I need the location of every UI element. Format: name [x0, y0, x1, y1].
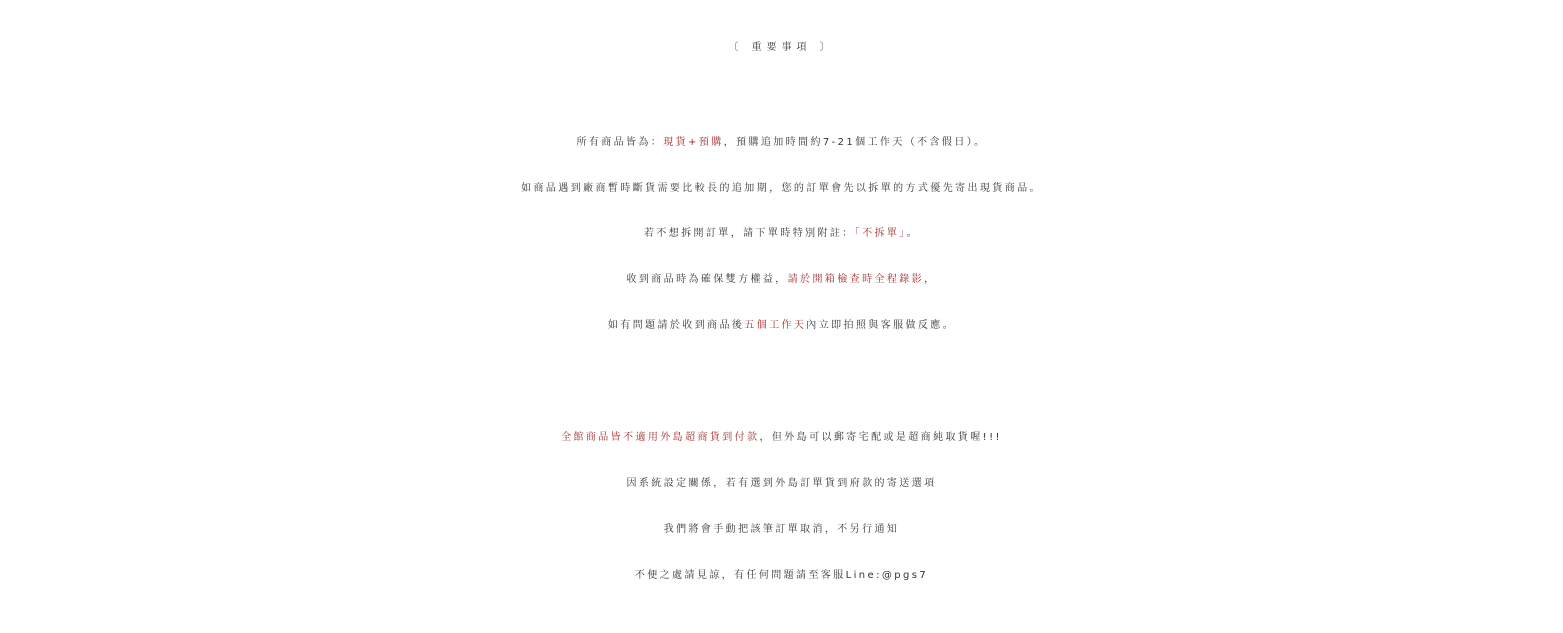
- notice-line-order-cancel: 我們將會手動把該筆訂單取消，不另行通知: [663, 524, 900, 535]
- notice-text: 內立即拍照與客服做反應。: [806, 320, 956, 331]
- notice-text: ，: [924, 274, 937, 285]
- highlight-text: 請於開箱檢查時全程錄影: [787, 274, 925, 285]
- highlight-text: 「不拆單」: [854, 228, 907, 239]
- notice-text: 收到商品時為確保雙方權益，: [626, 274, 788, 285]
- notice-line-no-split: [0, 219, 1563, 249]
- highlight-text: 五個工作天: [744, 320, 807, 331]
- notice-title: 〔 重要事項 〕: [728, 42, 835, 53]
- notice-line-outlying-islands: [0, 423, 1563, 453]
- notice-line-stock-preorder: [0, 128, 1563, 158]
- notice-line-split-order: 如商品遇到廠商暫時斷貨需要比較長的追加期，您的訂單會先以拆單的方式優先寄出現貨商品。: [521, 183, 1042, 194]
- notice-text: 所有商品皆為：: [576, 137, 664, 148]
- notice-text: 若不想拆開訂單，請下單時特別附註：: [643, 228, 855, 239]
- notice-text: ，但外島可以郵寄宅配或是超商純取貨喔!!!: [759, 432, 1002, 443]
- notice-line-system-setting: 因系統設定關係，若有選到外島訂單貨到府款的寄送選項: [626, 478, 937, 489]
- notice-line-report-deadline: [0, 311, 1563, 341]
- notice-text: ，預購追加時間約7-21個工作天（不含假日）。: [723, 137, 987, 148]
- notice-text: 。: [906, 228, 920, 239]
- notice-text: 如有問題請於收到商品後: [607, 320, 745, 331]
- notice-line-unboxing-video: [0, 265, 1563, 295]
- notice-line-contact-line: 不便之處請見諒，有任何問題請至客服Line:@pgs7: [634, 570, 929, 581]
- highlight-text: 現貨+預購: [663, 137, 724, 148]
- highlight-text: 全館商品皆不適用外島超商貨到付款: [561, 432, 760, 443]
